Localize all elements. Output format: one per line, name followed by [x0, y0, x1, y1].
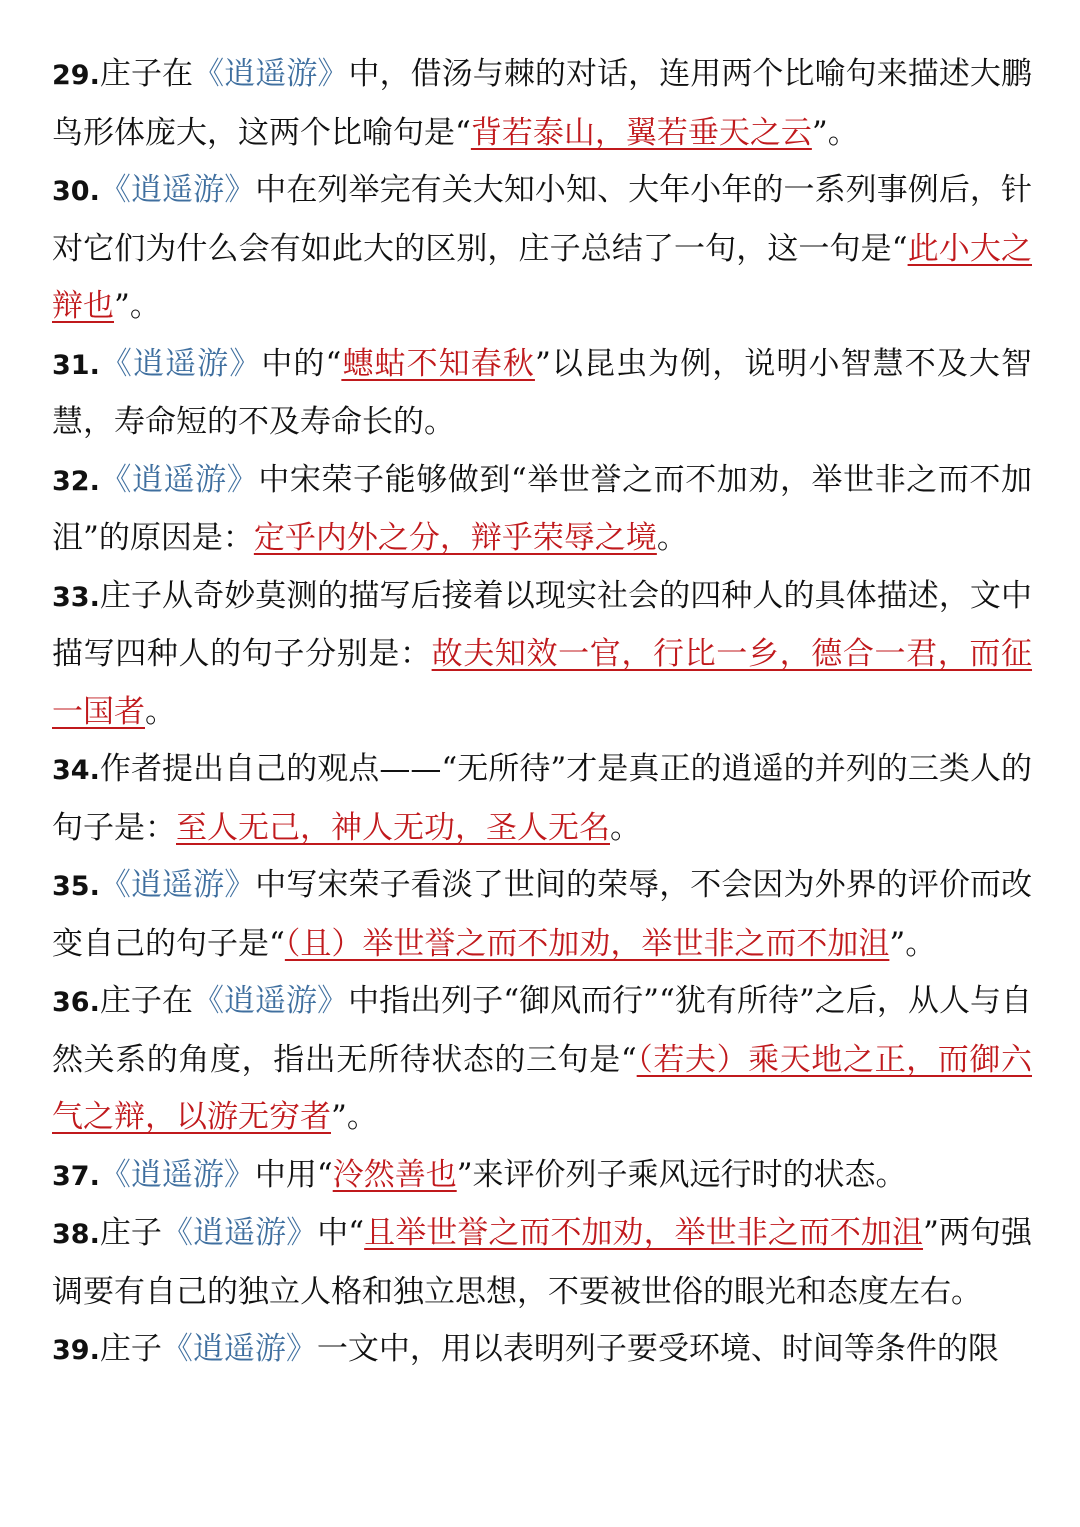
question-text: 。 [610, 809, 641, 846]
question-text: 中写宋荣子看淡了世间的荣辱，不会因为外界的评价而改变自己的句子是“ [52, 867, 1033, 962]
book-title: 《逍遥游》 [161, 1331, 317, 1367]
question-number: 29. [52, 60, 100, 91]
question-list [52, 46, 1032, 1380]
question-number: 38. [52, 1219, 100, 1250]
question-number: 30. [52, 176, 100, 207]
book-title: 《逍遥游》 [192, 983, 349, 1019]
question-text: 中，借汤与棘的对话，连用两个比喻句来描述大鹏鸟形体庞大，这两个比喻句是“ [52, 56, 1033, 151]
answer-text: 至人无己，神人无功，圣人无名 [176, 809, 610, 846]
question-number: 31. [52, 349, 100, 381]
answer-text: 故夫知效一官，行比一乡，德合一君，而征一国者 [52, 636, 1033, 730]
question-text: 中用“ [254, 1156, 333, 1193]
answer-text: 背若泰山，翼若垂天之云 [470, 114, 812, 151]
question-text: ”。 [811, 114, 859, 151]
question-text: ”以昆虫为例，说明小智慧不及大智慧，寿命短的不及寿命长的。 [52, 345, 1033, 440]
question-text: 。 [656, 520, 688, 556]
question-text: 庄子在 [99, 983, 193, 1019]
question-text: ”。 [114, 288, 161, 324]
answer-text: 泠然善也 [332, 1156, 457, 1193]
question-text: 庄子从奇妙莫测的描写后接着以现实社会的四种人的具体描述，文中描写四种人的句子分别是： [52, 577, 1032, 672]
question-text: 中的“ [261, 345, 342, 382]
answer-text: （若夫）乘天地之正，而御六气之辩，以游无穷者 [52, 1041, 1032, 1135]
answer-text: 且举世誉之而不加劝，举世非之而不加沮 [364, 1215, 924, 1251]
question-text: ”。 [331, 1099, 378, 1135]
answer-text: 定乎内外之分，辩乎荣辱之境 [253, 520, 657, 556]
book-title: 《逍遥游》 [161, 1215, 318, 1251]
question-number: 35. [52, 871, 100, 902]
question-number: 34. [52, 755, 100, 786]
question-item [52, 1321, 1032, 1380]
question-text: 庄子在 [99, 56, 194, 92]
question-text: 作者提出自己的观点——“无所待”才是真正的逍遥的并列的三类人的句子是： [52, 751, 1032, 846]
question-text: 中宋荣子能够做到“举世誉之而不加劝，举世非之而不加沮”的原因是： [52, 461, 1032, 556]
book-title: 《逍遥游》 [193, 56, 349, 92]
question-item [52, 162, 1032, 336]
question-text: 庄子 [99, 1331, 162, 1367]
book-title: 《逍遥游》 [99, 345, 262, 382]
question-item [52, 336, 1032, 452]
question-text: 。 [145, 693, 176, 730]
book-title: 《逍遥游》 [99, 461, 259, 498]
question-item [52, 452, 1032, 568]
question-number: 36. [52, 987, 100, 1018]
question-item [52, 973, 1032, 1147]
question-number: 37. [52, 1160, 100, 1192]
question-number: 32. [52, 465, 100, 497]
question-text: ”。 [889, 925, 937, 962]
question-number: 39. [52, 1335, 100, 1366]
question-item [52, 1147, 1032, 1206]
question-number: 33. [52, 581, 100, 613]
question-item [52, 857, 1032, 973]
question-text: 中在列举完有关大知小知、大年小年的一系列事例后，针对它们为什么会有如此大的区别，庄子总结了一句，这一句是“ [52, 172, 1033, 267]
question-item [52, 1205, 1032, 1321]
book-title: 《逍遥游》 [99, 1156, 255, 1193]
book-title: 《逍遥游》 [99, 172, 256, 208]
question-item [52, 568, 1032, 742]
question-text: ”两句强调要有自己的独立人格和独立思想，不要被世俗的眼光和态度左右。 [52, 1215, 1033, 1310]
question-text: 中“ [317, 1215, 365, 1251]
book-title: 《逍遥游》 [99, 867, 256, 903]
answer-text: 此小大之辩也 [52, 230, 1032, 324]
answer-text: （且）举世誉之而不加劝，举世非之而不加沮 [284, 925, 890, 962]
question-text: ”来评价列子乘风远行时的状态。 [456, 1156, 907, 1193]
question-text: 中指出列子“御风而行”“犹有所待”之后，从人与自然关系的角度，指出无所待状态的三句是“ [52, 983, 1033, 1078]
answer-text: 蟪蛄不知春秋 [341, 345, 535, 382]
question-text: 庄子 [99, 1215, 162, 1251]
question-item [52, 46, 1032, 162]
question-item [52, 741, 1032, 857]
question-text: 一文中，用以表明列子要受环境、时间等条件的限 [316, 1331, 999, 1367]
